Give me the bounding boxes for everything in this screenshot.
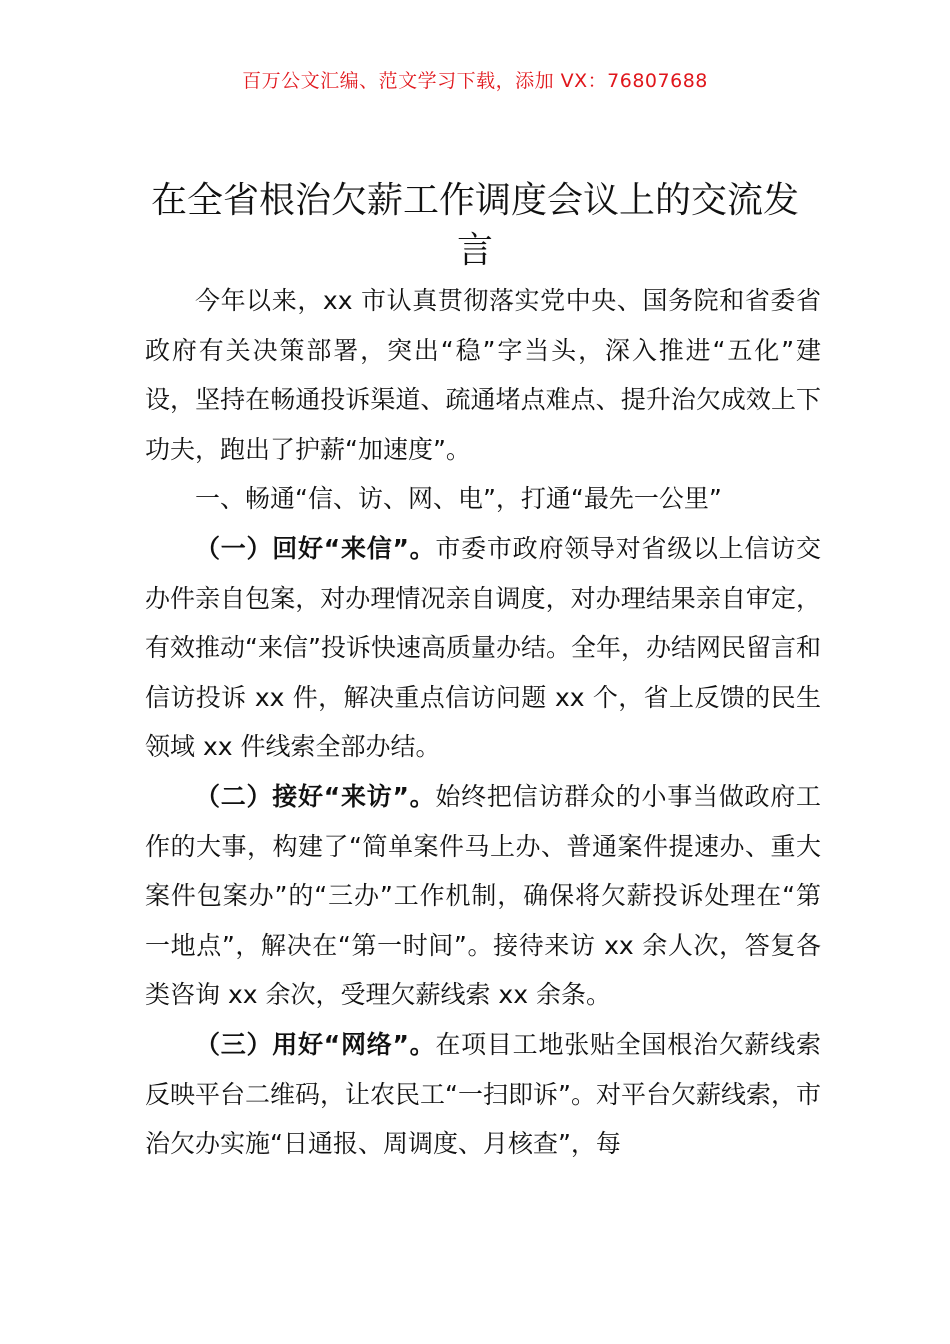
paragraph-lead: （二）接好“来访”。 bbox=[195, 781, 436, 811]
paragraph-text: 市委市政府领导对省级以上信访交办件亲自包案，对办理情况亲自调度，对办理结果亲自审定，有效推动“来信”投诉快速高质量办结。全年，办结网民留言和信访投诉 xx 件，解决重点信访问题 xx 个，省上反馈的民生领域 xx 件线索全部办结。 bbox=[145, 533, 821, 762]
paragraph-text: 今年以来，xx 市认真贯彻落实党中央、国务院和省委省政府有关决策部署，突出“稳”字当头，深入推进“五化”建设，坚持在畅通投诉渠道、疏通堵点难点、提升治欠成效上下功夫，跑出了护薪“加速度”。 bbox=[145, 286, 821, 464]
header-note: 百万公文汇编、范文学习下载，添加 VX：76807688 bbox=[242, 70, 708, 92]
paragraph-network bbox=[145, 1020, 821, 1169]
paragraph-text: 一、畅通“信、访、网、电”，打通“最先一公里” bbox=[195, 484, 722, 514]
paragraph-lead: （三）用好“网络”。 bbox=[195, 1029, 436, 1059]
paragraph-intro bbox=[145, 276, 821, 474]
paragraph-text: 在项目工地张贴全国根治欠薪线索反映平台二维码，让农民工“一扫即诉”。对平台欠薪线索，市治欠办实施“日通报、周调度、月核查”，每 bbox=[145, 1029, 821, 1159]
paragraph-letters bbox=[145, 524, 821, 772]
section-heading-1 bbox=[145, 474, 821, 524]
paragraph-lead: （一）回好“来信”。 bbox=[195, 533, 436, 563]
paragraph-visits bbox=[145, 772, 821, 1020]
document-title: 在全省根治欠薪工作调度会议上的交流发言 bbox=[150, 180, 799, 271]
document-body bbox=[145, 276, 821, 1169]
paragraph-text: 始终把信访群众的小事当做政府工作的大事，构建了“简单案件马上办、普通案件提速办、重大案件包案办”的“三办”工作机制，确保将欠薪投诉处理在“第一地点”，解决在“第一时间”。接待来访 xx 余人次，答复各类咨询 xx 余次，受理欠薪线索 xx 余条。 bbox=[145, 781, 821, 1010]
